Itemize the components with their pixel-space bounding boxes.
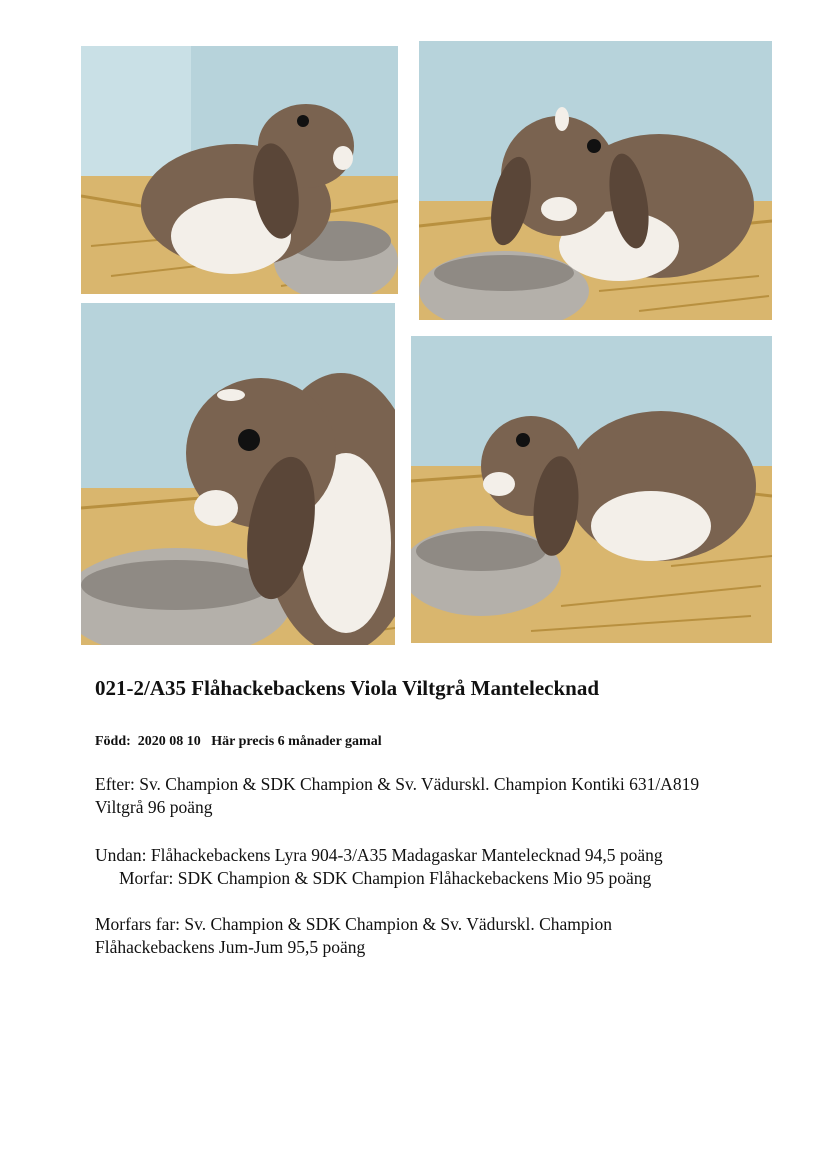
rabbit-photo-icon [411,336,772,643]
rabbit-photo-icon [81,46,398,294]
dam-line: Undan: Flåhackebackens Lyra 904-3/A35 Madagaskar Mantelecknad 94,5 poäng [95,845,663,865]
rabbit-photo-3 [81,303,395,645]
maternal-great-grandsire-info [95,913,795,959]
sire-info [95,773,795,819]
great-grandsire-line-1: Morfars far: Sv. Champion & SDK Champion & Sv. Vädurskl. Champion [95,914,613,934]
birth-date: Född: 2020 08 10 Här precis 6 månader gamal [95,734,382,749]
rabbit-photo-icon [419,41,772,320]
rabbit-photo-2 [419,41,772,320]
page-title: 021-2/A35 Flåhackebackens Viola Viltgrå Mantelecknad [95,676,599,700]
sire-line-2: Viltgrå 96 poäng [95,797,213,817]
rabbit-photo-icon [81,303,395,645]
dam-info [95,844,795,890]
sire-line-1: Efter: Sv. Champion & SDK Champion & Sv. Vädurskl. Champion Kontiki 631/A819 [95,774,700,794]
maternal-grandsire-line: Morfar: SDK Champion & SDK Champion Flåhackebackens Mio 95 poäng [119,868,652,888]
rabbit-photo-4 [411,336,772,643]
rabbit-photo-1 [81,46,398,294]
great-grandsire-line-2: Flåhackebackens Jum-Jum 95,5 poäng [95,937,366,957]
